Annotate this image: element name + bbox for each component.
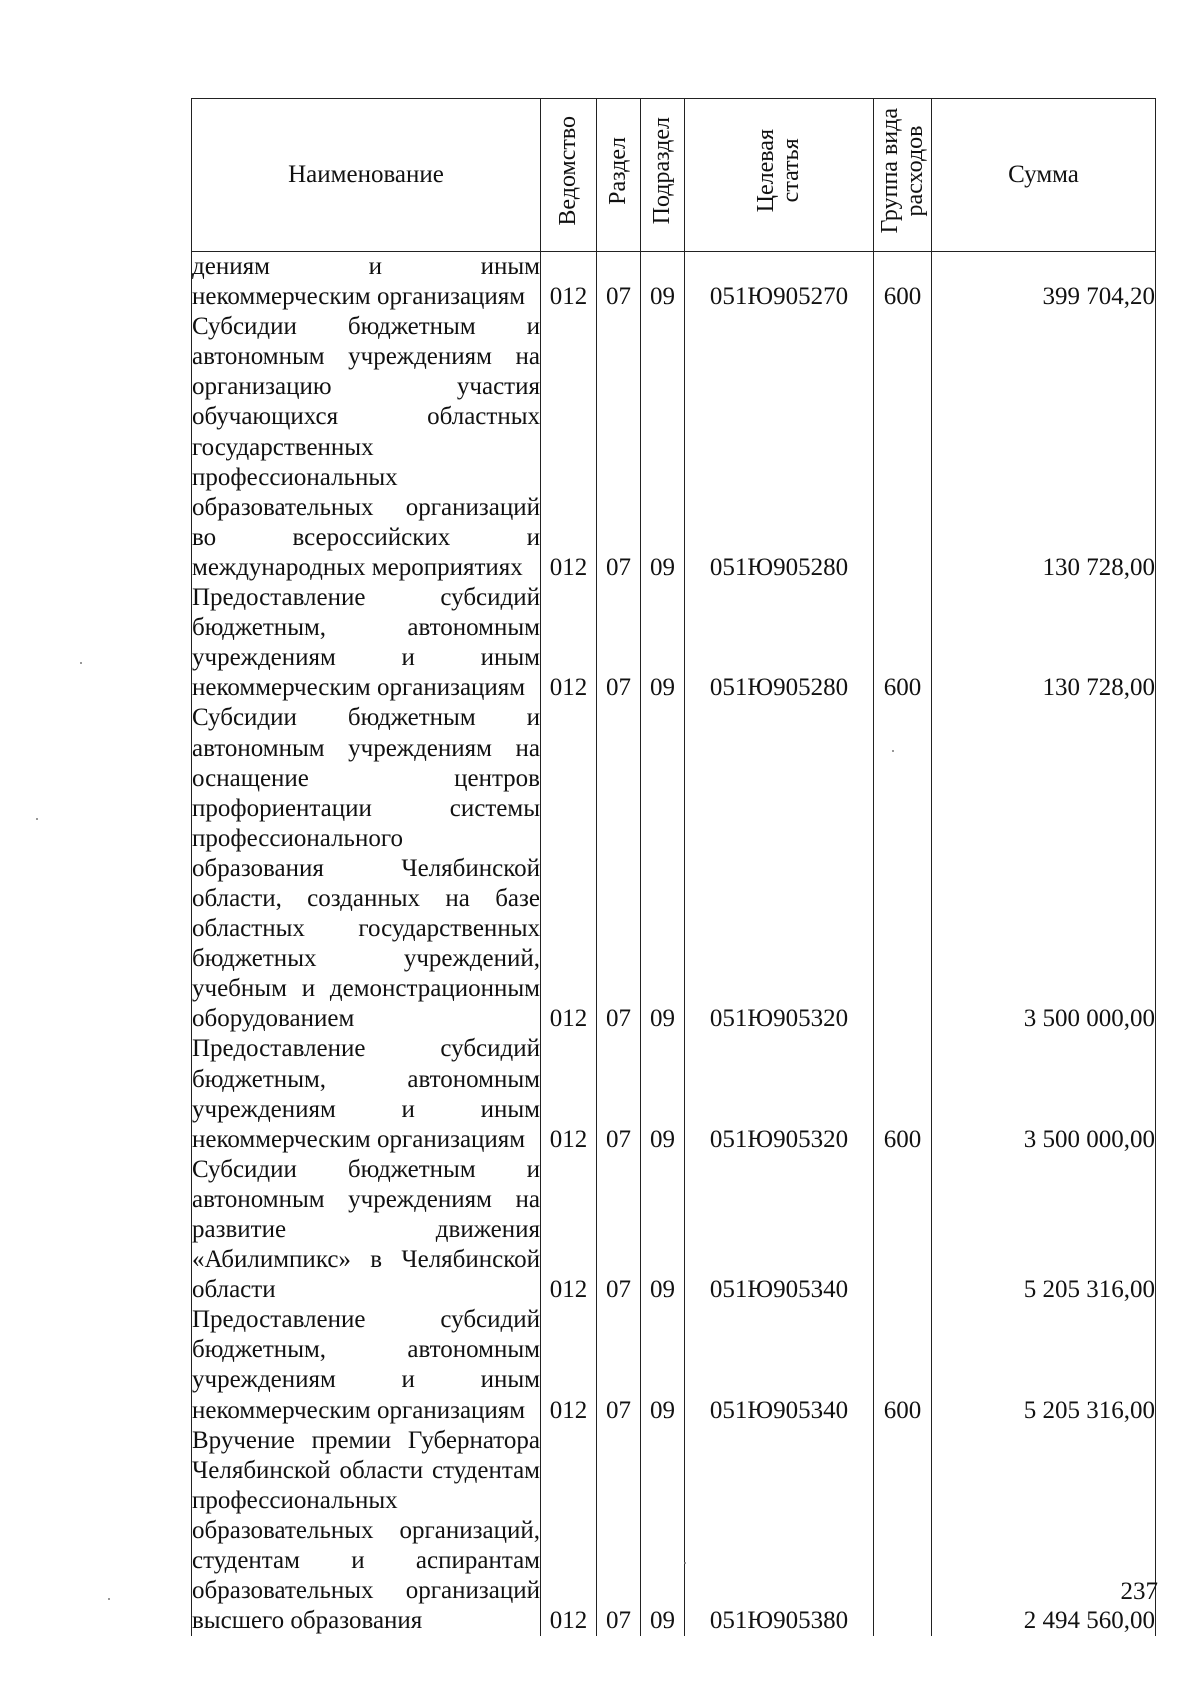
table-row [192,1034,1156,1154]
row-section-cell: 07 [597,703,641,1034]
page-number: 237 [1120,1578,1158,1605]
header-expense-group: Группа вида расходов [874,99,932,252]
row-subsection-cell: 09 [641,1155,685,1305]
row-section-cell: 07 [597,1426,641,1637]
row-name-cell: Предоставление субсидий бюджетным, автономным учреждениям и иным некоммерческим организациям [192,583,541,703]
row-subsection-cell: 09 [641,583,685,703]
row-department-cell: 012 [541,252,597,313]
table-row [192,312,1156,583]
header-name: Наименование [192,99,541,252]
table-row [192,1305,1156,1425]
row-subsection-cell: 09 [641,1305,685,1425]
row-target-article-cell: 051Ю905320 [685,1034,874,1154]
row-subsection-cell: 09 [641,252,685,313]
row-subsection-cell: 09 [641,312,685,583]
scan-speck [684,1562,686,1564]
row-department-cell: 012 [541,583,597,703]
table-row [192,1155,1156,1305]
row-expense-group-cell [874,703,932,1034]
row-section-cell: 07 [597,252,641,313]
row-section-cell: 07 [597,1034,641,1154]
row-amount-cell: 399 704,20 [932,252,1156,313]
row-amount-cell: 5 205 316,00 [932,1155,1156,1305]
table-body [192,252,1156,1637]
row-target-article-cell: 051Ю905280 [685,312,874,583]
row-target-article-cell: 051Ю905340 [685,1305,874,1425]
table-row [192,1426,1156,1637]
row-name-cell: Предоставление субсидий бюджетным, автономным учреждениям и иным некоммерческим организациям [192,1305,541,1425]
row-name-cell: Предоставление субсидий бюджетным, автономным учреждениям и иным некоммерческим организациям [192,1034,541,1154]
row-amount-cell: 3 500 000,00 [932,703,1156,1034]
table-row [192,703,1156,1034]
row-target-article-cell: 051Ю905380 [685,1426,874,1637]
row-name-cell: Субсидии бюджетным и автономным учреждениям на организацию участия обучающихся областных государственных профессиональных образовательных организаций во всероссийских и международных мероприятиях [192,312,541,583]
scan-speck [80,662,82,664]
row-amount-cell: 2 494 560,00 [932,1426,1156,1637]
header-department: Ведомство [541,99,597,252]
row-amount-cell: 5 205 316,00 [932,1305,1156,1425]
row-amount-cell: 130 728,00 [932,583,1156,703]
row-department-cell: 012 [541,1426,597,1637]
row-target-article-cell: 051Ю905340 [685,1155,874,1305]
row-department-cell: 012 [541,1305,597,1425]
row-amount-cell: 3 500 000,00 [932,1034,1156,1154]
header-target-article: Целевая статья [685,99,874,252]
row-expense-group-cell: 600 [874,252,932,313]
table-header-row [192,99,1156,252]
row-target-article-cell: 051Ю905270 [685,252,874,313]
row-section-cell: 07 [597,312,641,583]
row-expense-group-cell: 600 [874,583,932,703]
scan-speck [36,818,38,820]
header-subsection: Подраздел [641,99,685,252]
row-department-cell: 012 [541,703,597,1034]
row-subsection-cell: 09 [641,1426,685,1637]
table-row [192,252,1156,313]
row-section-cell: 07 [597,583,641,703]
row-name-cell: дениям и иным некоммерческим организациям [192,252,541,313]
row-expense-group-cell [874,312,932,583]
row-department-cell: 012 [541,312,597,583]
row-section-cell: 07 [597,1155,641,1305]
row-name-cell: Вручение премии Губернатора Челябинской области студентам профессиональных образовательных организаций, студентам и аспирантам образовательных организаций высшего образования [192,1426,541,1637]
header-section: Раздел [597,99,641,252]
row-name-cell: Субсидии бюджетным и автономным учреждениям на оснащение центров профориентации системы профессионального образования Челябинской области, созданных на базе областных государственных бюджетных учреждений, учебным и демонстрационным оборудованием [192,703,541,1034]
budget-table [191,98,1156,1636]
row-expense-group-cell: 600 [874,1305,932,1425]
row-expense-group-cell [874,1426,932,1637]
row-department-cell: 012 [541,1034,597,1154]
table-row [192,583,1156,703]
row-expense-group-cell [874,1155,932,1305]
row-target-article-cell: 051Ю905320 [685,703,874,1034]
row-subsection-cell: 09 [641,1034,685,1154]
row-target-article-cell: 051Ю905280 [685,583,874,703]
row-expense-group-cell: 600 [874,1034,932,1154]
row-subsection-cell: 09 [641,703,685,1034]
row-name-cell: Субсидии бюджетным и автономным учреждениям на развитие движения «Абилимпикс» в Челябинской области [192,1155,541,1305]
row-department-cell: 012 [541,1155,597,1305]
header-amount: Сумма [932,99,1156,252]
row-amount-cell: 130 728,00 [932,312,1156,583]
row-section-cell: 07 [597,1305,641,1425]
scan-speck [892,750,894,752]
scan-speck [108,1598,110,1600]
